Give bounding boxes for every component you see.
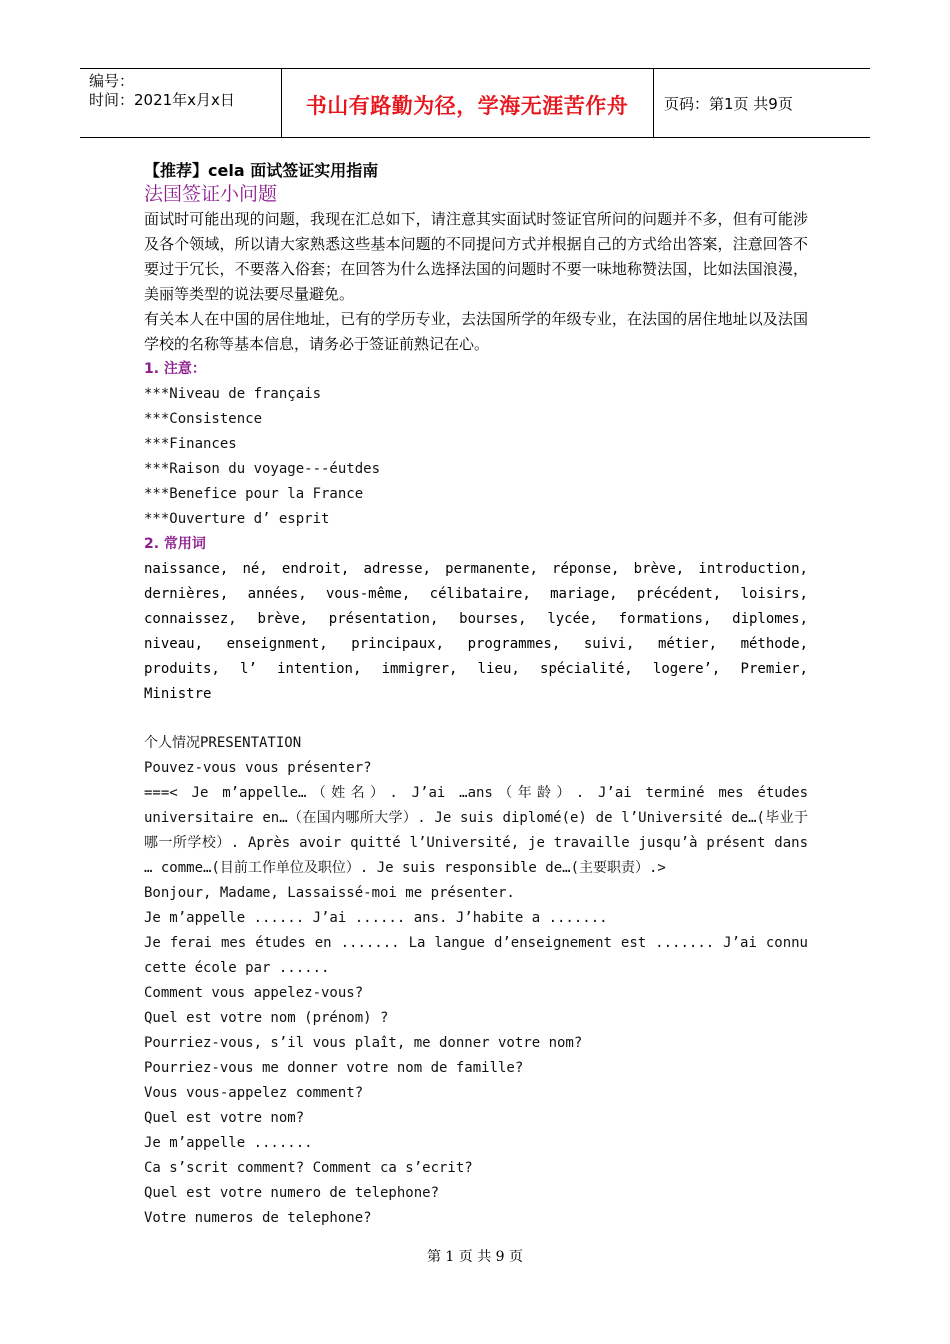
text-line: Je ferai mes études en ....... La langue d’enseignement est ....... J’ai connu cette école par ......	[144, 935, 808, 976]
intro-paragraph-1: 面试时可能出现的问题，我现在汇总如下，请注意其实面试时签证官所问的问题并不多，但有可能涉及各个领域，所以请大家熟悉这些基本问题的不同提问方式并根据自己的方式给出答案，注意回答不要过于冗长，不要落入俗套；在回答为什么选择法国的问题时不要一味地称赞法国，比如法国浪漫，美丽等类型的说法要尽量避免。	[144, 210, 808, 303]
note-item: ***Niveau de français	[144, 386, 322, 402]
text-line: Pourriez-vous, s’il vous plaît, me donner votre nom?	[144, 1035, 583, 1051]
header-table	[80, 68, 870, 138]
section-notes-title: 1. 注意：	[144, 361, 206, 377]
note-item: ***Benefice pour la France	[144, 486, 364, 502]
note-item: ***Ouverture d’ esprit	[144, 511, 330, 527]
spacer	[144, 707, 808, 731]
document-subtitle: 法国签证小问题	[144, 183, 278, 205]
text-line: Pourriez-vous me donner votre nom de famille?	[144, 1060, 524, 1076]
text-line: Pouvez-vous vous présenter?	[144, 760, 372, 776]
text-line: Vous vous-appelez comment?	[144, 1085, 364, 1101]
note-item: ***Finances	[144, 436, 237, 452]
header-info-cell	[80, 69, 282, 137]
note-item: ***Raison du voyage---éutdes	[144, 461, 381, 477]
document-body	[144, 160, 808, 1231]
header-page-cell	[654, 69, 870, 137]
header-motto-cell	[281, 69, 654, 137]
time-label: 时间：2021年x月x日	[89, 91, 235, 109]
page-footer: 第 1 页 共 9 页	[426, 1249, 524, 1265]
number-label: 编号：	[89, 72, 135, 90]
vocab-list: naissance, né, endroit, adresse, permanente, réponse, brève, introduction, dernières, années, vous-même, célibataire, mariage, précédent, loisirs, connaissez, brève, présentation, bourses, lycée, formations, diplomes, niveau, enseignment, principaux, programmes, suivi, métier, méthode, produits, l’ intention, immigrer, lieu, spécialité, logere’, Premier, Ministre	[144, 561, 808, 702]
text-line: Comment vous appelez-vous?	[144, 985, 364, 1001]
text-line: Bonjour, Madame, Lassaissé-moi me présenter.	[144, 885, 515, 901]
header-page-number: 页码：第1页 共9页	[664, 95, 793, 113]
text-line: Votre numeros de telephone?	[144, 1210, 372, 1226]
note-item: ***Consistence	[144, 411, 263, 427]
text-line: Quel est votre numero de telephone?	[144, 1185, 440, 1201]
text-line: ===< Je m’appelle…（姓名）. J’ai …ans（年龄）. J’ai terminé mes études universitaire en…（在国内哪所大学）. Je suis diplomé(e) de l’Université de…(毕业于哪一所学校）. Après avoir quitté l’Université, je travaille jusqu’à présent dans … comme…(目前工作单位及职位）. Je suis responsible de…(主要职责）.>	[144, 785, 808, 876]
text-line: Quel est votre nom (prénom) ?	[144, 1010, 389, 1026]
intro-paragraph-2: 有关本人在中国的居住地址，已有的学历专业，去法国所学的年级专业，在法国的居住地址以及法国学校的名称等基本信息，请务必于签证前熟记在心。	[144, 310, 808, 353]
text-line: Quel est votre nom?	[144, 1110, 305, 1126]
presentation-heading: 个人情况PRESENTATION	[144, 735, 302, 751]
text-line: Je m’appelle ...... J’ai ...... ans. J’habite a .......	[144, 910, 608, 926]
text-line: Je m’appelle .......	[144, 1135, 313, 1151]
section-vocab-title: 2. 常用词	[144, 536, 206, 552]
text-line: Ca s’scrit comment? Comment ca s’ecrit?	[144, 1160, 473, 1176]
motto: 书山有路勤为径，学海无涯苦作舟	[305, 94, 629, 118]
document-title: 【推荐】cela 面试签证实用指南	[144, 161, 379, 180]
